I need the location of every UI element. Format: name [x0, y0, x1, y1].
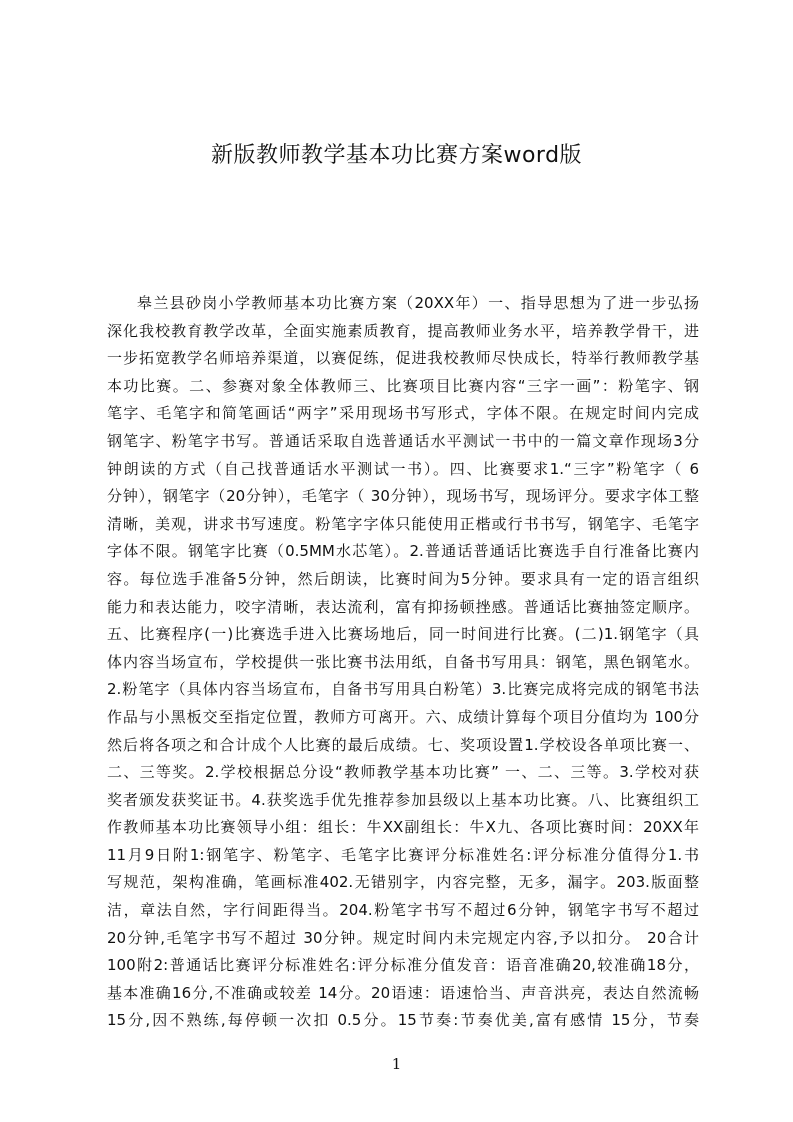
body-line: 本功比赛。二、参赛对象全体教师三、比赛项目比赛内容“三字一画”：粉笔字、钢	[107, 376, 699, 395]
body-line: 钢笔字、粉笔字书写。普通话采取自选普通话水平测试一书中的一篇文章作现场3分	[107, 431, 699, 450]
body-line: 写规范，架构准确，笔画标准402.无错别字，内容完整，无多，漏字。203.版面整	[107, 873, 699, 892]
body-line: 清晰，美观，讲求书写速度。粉笔字字体只能使用正楷或行书书写，钢笔字、毛笔字	[107, 514, 699, 533]
body-line: 基本准确16分,不准确或较差 14分。20语速：语速恰当、声音洪亮，表达自然流畅	[107, 983, 699, 1002]
body-line: 笔字、毛笔字和简笔画话“两字”采用现场书写形式，字体不限。在规定时间内完成	[107, 404, 699, 423]
body-line: 容。每位选手准备5分钟，然后朗读，比赛时间为5分钟。要求具有一定的语言组织	[107, 569, 699, 588]
body-line: 一步拓宽教学名师培养渠道，以赛促练，促进我校教师尽快成长，特举行教师教学基	[107, 349, 699, 368]
body-line: 然后将各项之和合计成个人比赛的最后成绩。七、奖项设置1.学校设各单项比赛一、	[107, 735, 699, 754]
body-line: 100附2:普通话比赛评分标准姓名:评分标准分值发音：语音准确20,较准确18分，	[107, 956, 699, 975]
body-line: 15分,因不熟练,每停顿一次扣 0.5分。15节奏:节奏优美,富有感情 15分，节奏	[107, 1011, 699, 1030]
body-line: 洁，章法自然，字行间距得当。204.粉笔字书写不超过6分钟，钢笔字书写不超过	[107, 901, 699, 920]
body-line: 奖者颁发获奖证书。4.获奖选手优先推荐参加县级以上基本功比赛。八、比赛组织工	[107, 790, 699, 809]
body-line: 20分钟,毛笔字书写不超过 30分钟。规定时间内未完规定内容,予以扣分。 20合计	[107, 928, 699, 947]
body-line: 能力和表达能力，咬字清晰，表达流利，富有抑扬顿挫感。普通话比赛抽签定顺序。	[107, 597, 699, 616]
document-title: 新版教师教学基本功比赛方案word版	[210, 143, 583, 168]
body-line: 钟朗读的方式（自己找普通话水平测试一书）。四、比赛要求1.“三字”粉笔字（ 6	[107, 459, 699, 478]
body-line: 五、比赛程序(一)比赛选手进入比赛场地后，同一时间进行比赛。(二)1.钢笔字（具	[107, 625, 699, 644]
body-line: 深化我校教育教学改革，全面实施素质教育，提高教师业务水平，培养教学骨干，进	[107, 321, 699, 340]
body-line: 作品与小黑板交至指定位置，教师方可离开。六、成绩计算每个项目分值均为 100分	[107, 707, 699, 726]
body-line: 11月9日附1:钢笔字、粉笔字、毛笔字比赛评分标准姓名:评分标准分值得分1.书	[107, 845, 699, 864]
body-line: 体内容当场宣布，学校提供一张比赛书法用纸，自备书写用具：钢笔，黑色钢笔水。	[107, 652, 699, 671]
body-line: 作教师基本功比赛领导小组：组长：牛XX副组长：牛X九、各项比赛时间：20XX年	[107, 818, 699, 837]
body-line: 皋兰县砂岗小学教师基本功比赛方案（20XX年）一、指导思想为了进一步弘扬	[137, 294, 699, 312]
body-line: 2.粉笔字（具体内容当场宣布，自备书写用具白粉笔）3.比赛完成将完成的钢笔书法	[107, 680, 699, 699]
body-line: 字体不限。钢笔字比赛（0.5MM水芯笔）。2.普通话普通话比赛选手自行准备比赛内	[107, 542, 699, 561]
body-line: 分钟），钢笔字（20分钟），毛笔字（ 30分钟），现场书写，现场评分。要求字体工整	[107, 487, 699, 506]
page-number: 1	[391, 1055, 402, 1073]
body-line: 二、三等奖。2.学校根据总分设“教师教学基本功比赛” 一、二、三等。3.学校对获	[107, 763, 699, 782]
document-body	[107, 290, 699, 1035]
